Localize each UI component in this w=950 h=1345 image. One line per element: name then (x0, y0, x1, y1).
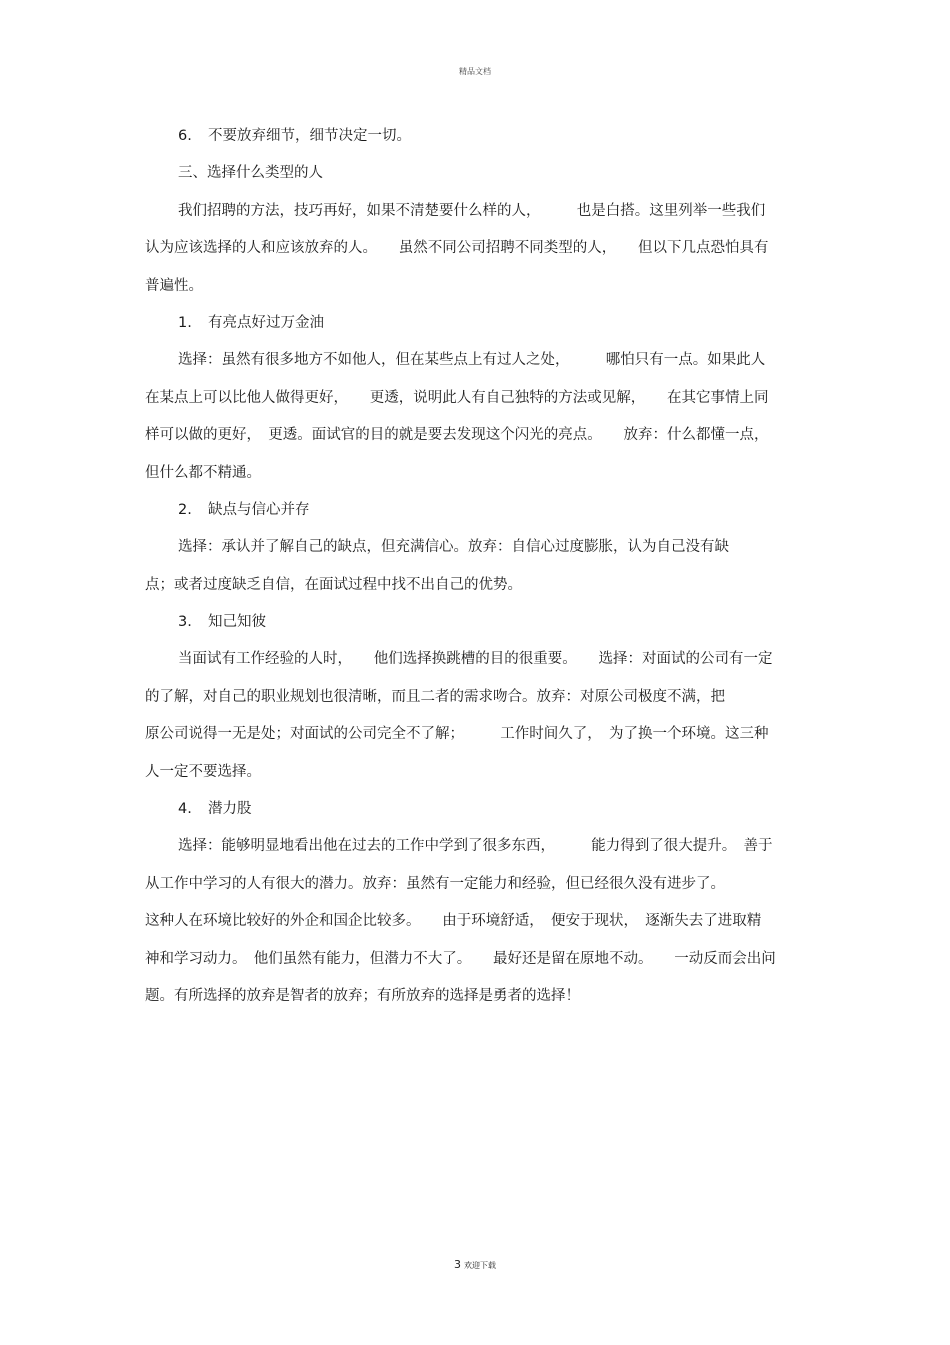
page-header: 精品文档 (459, 67, 491, 76)
list-number: 4. (178, 801, 192, 818)
text-line (145, 230, 810, 267)
page-number: 3 (454, 1258, 461, 1271)
text-line (145, 754, 810, 791)
line-text: 有亮点好过万金油 (208, 314, 324, 331)
text-line (145, 193, 810, 230)
line-text: 选择：虽然有很多地方不如他人，但在某些点上有过人之处， 哪怕只有一点。如果此人 (178, 352, 766, 369)
line-text: 知己知彼 (208, 614, 266, 631)
text-line (145, 866, 810, 903)
list-number: 3. (178, 614, 192, 631)
line-text: 但什么都不精通。 (145, 464, 261, 481)
list-number: 6. (178, 128, 192, 144)
line-text: 样可以做的更好， 更透。面试官的目的就是要去发现这个闪光的亮点。 放弃：什么都懂一点， (145, 427, 769, 444)
text-line (145, 716, 810, 753)
line-text: 普遍性。 (145, 277, 203, 294)
text-line (145, 978, 810, 1015)
line-text: 选择：承认并了解自己的缺点，但充满信心。放弃：自信心过度膨胀，认为自己没有缺 (178, 539, 729, 556)
text-line (145, 529, 810, 566)
text-line (145, 417, 810, 454)
line-text: 题。有所选择的放弃是智者的放弃；有所放弃的选择是勇者的选择！ (145, 987, 580, 1004)
text-line (145, 941, 810, 978)
line-text: 在某点上可以比他人做得更好， 更透，说明此人有自己独特的方法或见解， 在其它事情上同 (145, 389, 769, 406)
list-number: 1. (178, 314, 192, 331)
line-text: 不要放弃细节，细节决定一切。 (208, 128, 411, 144)
text-line (145, 903, 810, 940)
line-text: 的了解，对自己的职业规划也很清晰，而且二者的需求吻合。放弃：对原公司极度不满，把 (145, 688, 725, 705)
text-line (145, 492, 810, 529)
text-line (145, 567, 810, 604)
line-text: 潜力股 (208, 801, 252, 818)
text-line (145, 118, 810, 155)
document-body (145, 118, 810, 1015)
line-text: 我们招聘的方法，技巧再好，如果不清楚要什么样的人， 也是白搭。这里列举一些我们 (178, 202, 766, 219)
line-text: 这种人在环境比较好的外企和国企比较多。 由于环境舒适， 便安于现状， 逐渐失去了进取精 (145, 913, 762, 930)
text-line (145, 828, 810, 865)
line-text: 当面试有工作经验的人时， 他们选择换跳槽的目的很重要。 选择：对面试的公司有一定 (178, 651, 773, 668)
text-line (145, 641, 810, 678)
line-text: 神和学习动力。 他们虽然有能力，但潜力不大了。 最好还是留在原地不动。 一动反而会出问 (145, 950, 776, 967)
text-line (145, 268, 810, 305)
text-line (145, 604, 810, 641)
text-line (145, 791, 810, 828)
list-number: 2. (178, 501, 192, 518)
text-line (145, 305, 810, 342)
line-text: 从工作中学习的人有很大的潜力。放弃：虽然有一定能力和经验，但已经很久没有进步了。 (145, 875, 725, 892)
line-text: 三、选择什么类型的人 (178, 165, 323, 182)
line-text: 选择：能够明显地看出他在过去的工作中学到了很多东西， 能力得到了很大提升。 善于 (178, 838, 773, 855)
text-line (145, 455, 810, 492)
footer-text: 欢迎下载 (464, 1261, 496, 1270)
text-line (145, 155, 810, 192)
line-text: 人一定不要选择。 (145, 763, 261, 780)
text-line (145, 380, 810, 417)
text-line (145, 679, 810, 716)
line-text: 点；或者过度缺乏自信，在面试过程中找不出自己的优势。 (145, 576, 522, 593)
page-footer (0, 1258, 950, 1271)
line-text: 认为应该选择的人和应该放弃的人。 虽然不同公司招聘不同类型的人， 但以下几点恐怕具有 (145, 240, 769, 257)
line-text: 缺点与信心并存 (208, 501, 310, 518)
text-line (145, 342, 810, 379)
line-text: 原公司说得一无是处；对面试的公司完全不了解； 工作时间久了， 为了换一个环境。这三种 (145, 726, 769, 743)
